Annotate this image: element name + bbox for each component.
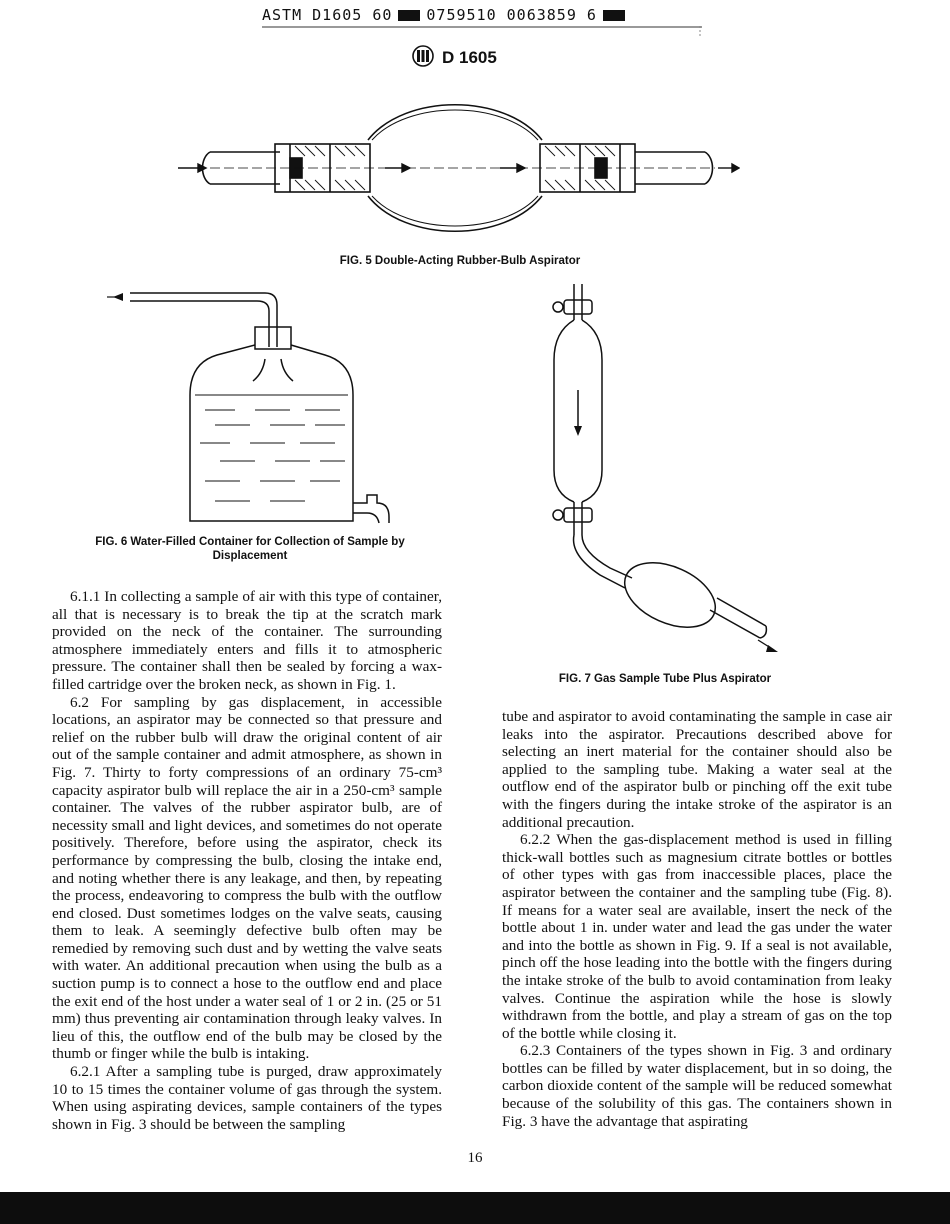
paragraph-6-2-2: 6.2.2 When the gas-displacement method is used in filling thick-wall bottles such as magnesium citrate bottles or bottles of other types with gas from inaccessible places, place the aspirator between the container and the sampling tube (Fig. 8). If means for a water seal are available, insert the neck of the bottle about 1 in. under water and lead the gas under the water and into the bottle as shown in Fig. 9. If a seal is not available, pinch off the hose leading into the bottle with the fingers during the intake stroke of the bulb to avoid contamination from leaky valves. Continue the aspiration while the hose is slowly withdrawn from the bottle, and play a stream of gas on the top of the bottle while closing it. [502, 831, 892, 1042]
page-number: 16 [467, 1150, 483, 1166]
header-rule [262, 26, 704, 38]
standard-designation: D 1605 [442, 48, 497, 67]
paragraph-6-2-3: 6.2.3 Containers of the types shown in Fig. 3 and ordinary bottles can be filled by water displacement, but in so doing, the carbon dioxide content of the sample will be reduced somewhat because of the solubility of this gas. The containers shown in Fig. 3 have the advantage that aspirating [502, 1042, 892, 1130]
left-text-column [52, 588, 442, 1133]
registration-block [603, 10, 625, 21]
fig6-container-drawing [105, 285, 405, 530]
fig6-caption-line2: Displacement [212, 550, 288, 562]
scan-bottom-edge [0, 1192, 950, 1224]
paragraph-6-2: 6.2 For sampling by gas displacement, in accessible locations, an aspirator may be connected so that pressure and relief on the rubber bulb will draw the original content of air out of the sample container and admit atmosphere, as shown in Fig. 7. Thirty to forty compressions of an ordinary 75-cm³ capacity aspirator bulb will replace the air in a 250-cm³ sample container. The valves of the rubber aspirator bulb, are of necessity small and light devices, and sometimes do not operate positively. Therefore, before using the aspirator, check its performance by compressing the bulb, closing the intake end, and noting whether there is any leakage, and then, by repeating the process, endeavoring to compress the bulb with the outflow end closed. Dust sometimes lodges on the valve seats, causing them to leak. A seemingly defective bulb often may be remedied by removing such dust and by wetting the valve seats with water. An additional precaution when using the bulb as a suction pump is to connect a hose to the outflow end and place the exit end of the host under a water seal of 1 or 2 in. (25 or 51 mm) thus preventing air contamination through leaky valves. In lieu of this, the outflow end of the bulb may be closed by the thumb or finger while the bulb is intaking. [52, 693, 442, 1063]
fig6-caption-line1: FIG. 6 Water-Filled Container for Collection of Sample by [95, 536, 405, 548]
paragraph-6-1-1: 6.1.1 In collecting a sample of air with this type of container, all that is necessary is to break the tip at the scratch mark provided on the neck of the container. The surrounding atmosphere immediately enters and fills it to atmospheric pressure. The container shall then be sealed by forcing a wax-filled cartridge over the broken neck, as shown in Fig. 1. [52, 588, 442, 693]
paragraph-6-2-1-continued: tube and aspirator to avoid contaminating the sample in case air leaks into the aspirator. Precautions described above for selecting an inert material for the container should also be applied to the sampling tube. Making a water seal at the outflow end of the aspirator bulb or pinching off the exit tube with the fingers during the intake stroke of the aspirator is an additional precaution. [502, 708, 892, 831]
fig7-caption: FIG. 7 Gas Sample Tube Plus Aspirator [558, 673, 772, 685]
fig7-sample-tube-drawing [520, 280, 790, 665]
right-text-column [502, 708, 892, 1130]
header-codes: 0759510 0063859 6 [426, 6, 597, 24]
paragraph-6-2-1: 6.2.1 After a sampling tube is purged, draw approximately 10 to 15 times the container volume of gas through the system. When using aspirating devices, sample containers of the types shown in Fig. 3 should be between the sampling [52, 1063, 442, 1133]
astm-logo-icon [412, 45, 434, 72]
standard-title [412, 45, 497, 72]
fig6-caption [60, 535, 440, 563]
registration-block [398, 10, 420, 21]
fig5-aspirator-drawing [170, 88, 740, 248]
fig5-caption: FIG. 5 Double-Acting Rubber-Bulb Aspirator [339, 255, 581, 267]
header-designation-left: ASTM D1605 60 [262, 6, 393, 24]
header-designation-line [262, 6, 702, 24]
